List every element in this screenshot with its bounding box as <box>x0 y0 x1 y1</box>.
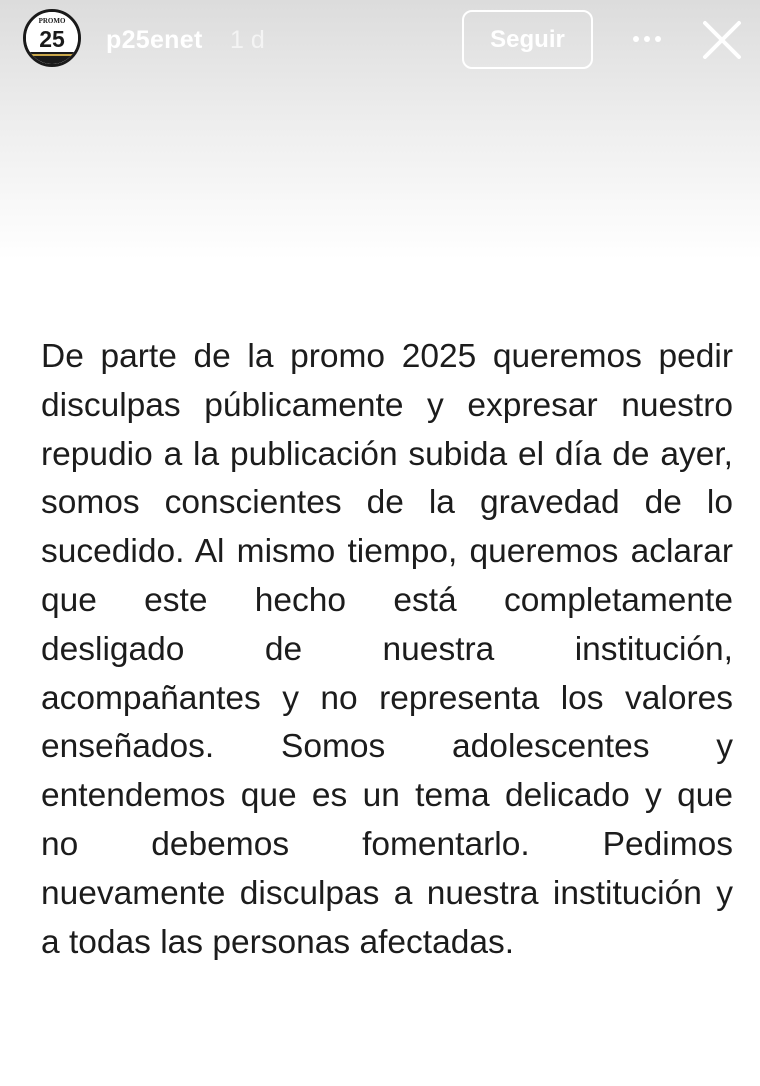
post-time: 1 d <box>230 26 265 54</box>
close-icon[interactable] <box>698 16 746 64</box>
apology-statement: De parte de la promo 2025 queremos pedir disculpas públicamente y expresar nuestro repudio a la publicación subida el día de ayer, somos conscientes de la gravedad de lo sucedido. Al mismo tiempo, queremos aclarar que este hecho está completamente desligado de nuestra institución, acompañantes y no representa los valores enseñados. Somos adolescentes y entendemos que es un tema delicado y que no debemos fomentarlo. Pedimos nuevamente disculpas a nuestra institución y a todas las personas afectadas. <box>41 338 733 961</box>
svg-text:25: 25 <box>39 26 65 52</box>
follow-button[interactable]: Seguir <box>462 10 593 69</box>
promo-25-logo <box>26 12 78 64</box>
svg-text:PROMO: PROMO <box>38 17 66 25</box>
more-horizontal-icon[interactable] <box>625 24 669 54</box>
account-avatar[interactable] <box>23 9 81 67</box>
story-header <box>0 0 760 82</box>
account-username[interactable]: p25enet <box>106 26 203 54</box>
